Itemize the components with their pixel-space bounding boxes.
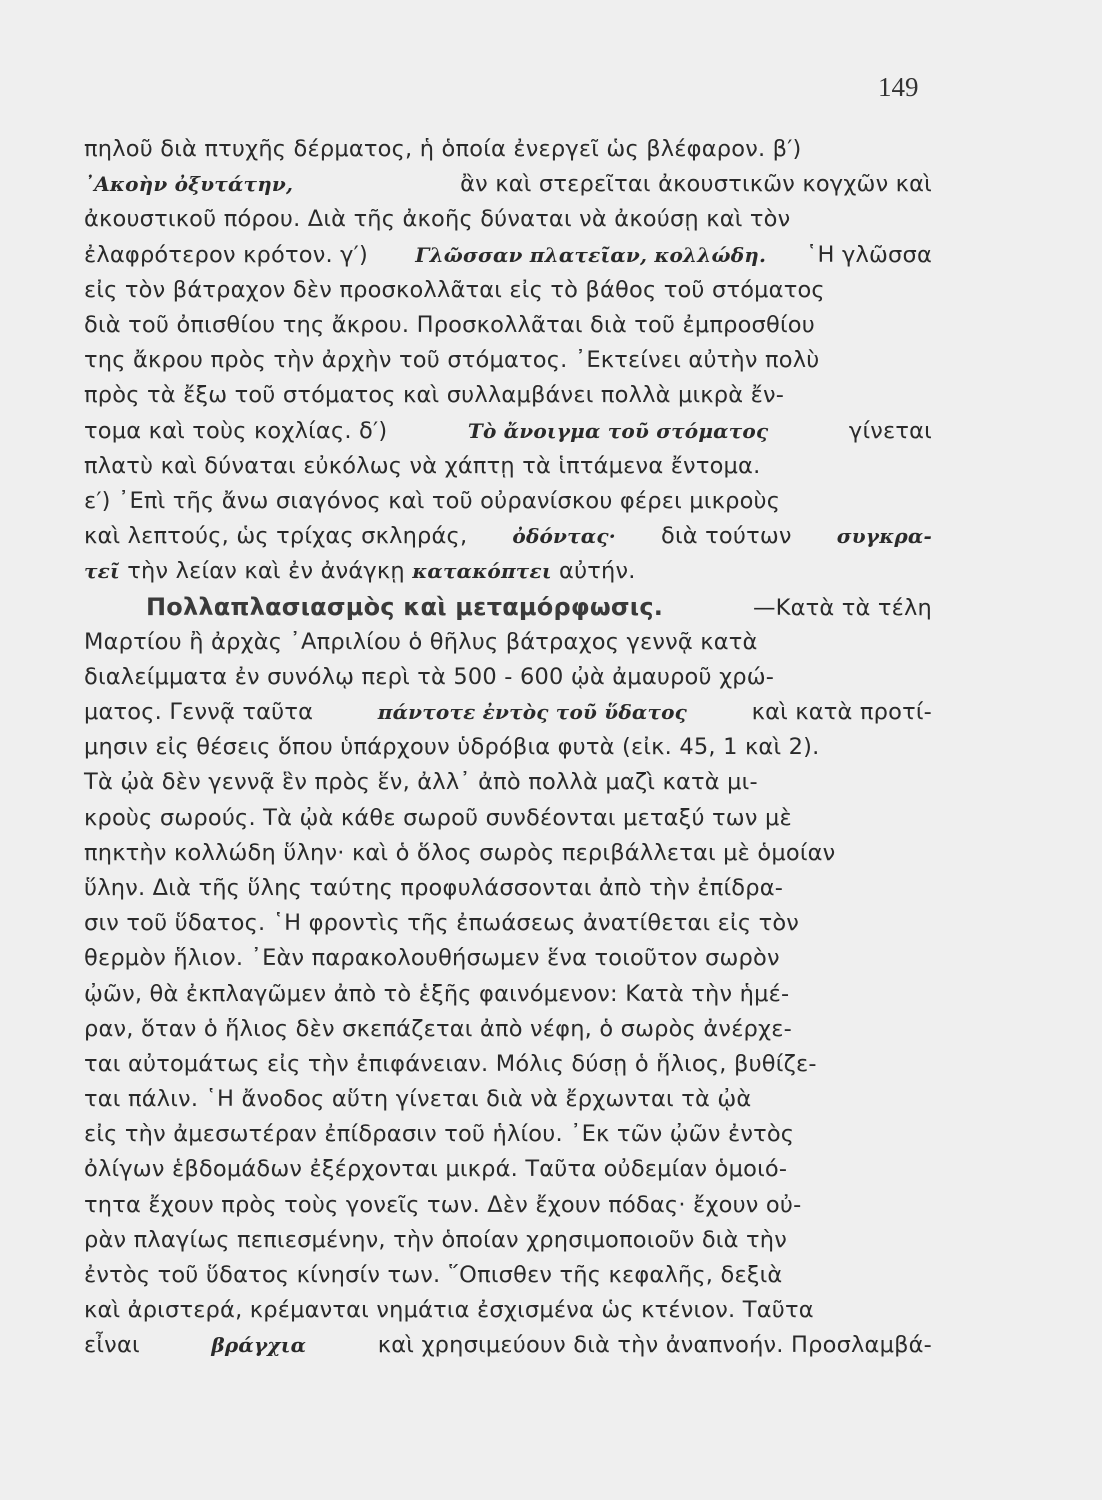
text-line: [84, 1192, 932, 1227]
text-segment: ὀλίγων ἑβδομάδων ἐξέρχονται μικρά. Ταῦτα οὐδεμίαν ὁμοιό-: [84, 1156, 788, 1183]
text-segment: τομα καὶ τοὺς κοχλίας. δ′): [84, 417, 395, 444]
text-line: [84, 1332, 932, 1367]
text-line: [84, 629, 932, 664]
text-segment: διὰ τούτων: [653, 523, 800, 550]
text-line: [84, 277, 932, 312]
text-segment: εἰς τὸν βάτραχον δὲν προσκολλᾶται εἰς τὸ βάθος τοῦ στόματος: [84, 276, 825, 303]
text-line: [84, 734, 932, 769]
text-segment: ἂν καὶ στερεῖται ἀκουστικῶν κογχῶν καὶ: [452, 171, 932, 198]
text-segment: ὕλην. Διὰ τῆς ὕλης ταύτης προφυλάσσονται ἀπὸ τὴν ἐπίδρα-: [84, 874, 784, 901]
text-segment: Μαρτίου ἢ ἀρχὰς ᾿Απριλίου ὁ θῆλυς βάτραχος γεννᾷ κατὰ: [84, 628, 758, 655]
text-segment: τὴν λείαν καὶ ἐν ἀνάγκῃ: [119, 558, 413, 585]
text-line: [84, 136, 932, 171]
page-number: 149: [878, 72, 919, 102]
text-segment: ἀκουστικοῦ πόρου. Διὰ τῆς ἀκοῆς δύναται νὰ ἀκούσῃ καὶ τὸν: [84, 206, 791, 233]
emphasis-term: Γλῶσσαν πλατεῖαν, κολλώδη.: [415, 242, 767, 267]
emphasis-term: ᾿Ακοὴν ὀξυτάτην,: [84, 172, 294, 197]
text-line: [84, 558, 932, 593]
text-line: [84, 382, 932, 417]
text-segment: εἰς τὴν ἀμεσωτέραν ἐπίδρασιν τοῦ ἡλίου. ᾿Εκ τῶν ᾠῶν ἐντὸς: [84, 1121, 795, 1148]
emphasis-term: ὀδόντας·: [512, 524, 616, 549]
text-segment: κροὺς σωρούς. Τὰ ᾠὰ κάθε σωροῦ συνδέονται μεταξύ των μὲ: [84, 804, 792, 831]
body-text: [84, 136, 932, 1368]
text-segment: σιν τοῦ ὕδατος. ῾Η φροντὶς τῆς ἐπωάσεως ἀνατίθεται εἰς τὸν: [84, 910, 800, 937]
text-segment: της ἄκρου πρὸς τὴν ἀρχὴν τοῦ στόματος. ᾿Εκτείνει αὐτὴν πολὺ: [84, 347, 820, 374]
text-line: [84, 945, 932, 980]
text-line: [84, 1156, 932, 1191]
text-segment: διὰ τοῦ ὀπισθίου της ἄκρου. Προσκολλᾶται διὰ τοῦ ἐμπροσθίου: [84, 311, 815, 338]
section-heading: Πολλαπλασιασμὸς καὶ μεταμόρφωσις.: [146, 593, 664, 622]
text-line: [84, 523, 932, 558]
text-line: [84, 805, 932, 840]
text-line: [84, 769, 932, 804]
text-line: [84, 910, 932, 945]
text-segment: ἐντὸς τοῦ ὕδατος κίνησίν των. ῞Οπισθεν τῆς κεφαλῆς, δεξιὰ: [84, 1262, 783, 1288]
text-segment: ραν, ὅταν ὁ ἥλιος δὲν σκεπάζεται ἀπὸ νέφη, ὁ σωρὸς ἀνέρχε-: [84, 1015, 792, 1042]
text-segment: γίνεται: [841, 417, 932, 444]
text-segment: ται αὐτομάτως εἰς τὴν ἐπιφάνειαν. Μόλις δύσῃ ὁ ἥλιος, βυθίζε-: [84, 1050, 817, 1077]
text-line: [84, 242, 932, 277]
text-line: [84, 1227, 932, 1262]
text-segment: Τὰ ᾠὰ δὲν γεννᾷ ἓν πρὸς ἕν, ἀλλ᾿ ἀπὸ πολλὰ μαζὶ κατὰ μι-: [84, 769, 758, 796]
text-segment: καὶ χρησιμεύουν διὰ τὴν ἀναπνοήν. Προσλαμβά-: [370, 1332, 932, 1359]
text-segment: πηλοῦ διὰ πτυχῆς δέρματος, ἡ ὁποία ἐνεργεῖ ὡς βλέφαρον. β′): [84, 136, 802, 162]
text-line: [84, 875, 932, 910]
text-segment: εἶναι: [84, 1332, 148, 1359]
emphasis-term: πάντοτε ἐντὸς τοῦ ὕδατος: [377, 700, 688, 724]
text-line: [84, 171, 932, 206]
text-segment: διαλείμματα ἐν συνόλῳ περὶ τὰ 500 - 600 ᾠὰ ἀμαυροῦ χρώ-: [84, 663, 775, 690]
text-segment: πλατὺ καὶ δύναται εὐκόλως νὰ χάπτῃ τὰ ἱπτάμενα ἔντομα.: [84, 452, 761, 479]
text-line: [84, 593, 932, 628]
text-line: [84, 981, 932, 1016]
text-line: [84, 1121, 932, 1156]
text-segment: ται πάλιν. ῾Η ἄνοδος αὕτη γίνεται διὰ νὰ ἔρχωνται τὰ ᾠὰ: [84, 1086, 752, 1113]
text-segment: καὶ ἀριστερά, κρέμανται νημάτια ἐσχισμένα ὡς κτένιον. Ταῦτα: [84, 1297, 814, 1324]
text-segment: καὶ λεπτούς, ὡς τρίχας σκληράς,: [84, 523, 475, 550]
text-segment: ἐλαφρότερον κρότον. γ′): [84, 241, 376, 268]
text-line: [84, 1262, 932, 1297]
text-line: [84, 488, 932, 523]
text-line: [84, 1086, 932, 1121]
text-segment: ε′) ᾿Επὶ τῆς ἄνω σιαγόνος καὶ τοῦ οὐρανίσκου φέρει μικροὺς: [84, 487, 781, 514]
text-line: [84, 453, 932, 488]
text-segment: τητα ἔχουν πρὸς τοὺς γονεῖς των. Δὲν ἔχουν πόδας· ἔχουν οὐ-: [84, 1191, 802, 1218]
emphasis-term: κατακόπτει: [412, 559, 552, 584]
text-segment: ρὰν πλαγίως πεπιεσμένην, τὴν ὁποίαν χρησιμοποιοῦν διὰ τὴν: [84, 1226, 787, 1253]
text-segment: πηκτὴν κολλώδη ὕλην· καὶ ὁ ὅλος σωρὸς περιβάλλεται μὲ ὁμοίαν: [84, 839, 836, 866]
text-line: [84, 1016, 932, 1051]
text-segment: ῾Η γλῶσσα: [806, 241, 932, 268]
text-line: [84, 312, 932, 347]
text-line: [84, 840, 932, 875]
text-line: [84, 699, 932, 734]
emphasis-term: Τὸ ἄνοιγμα τοῦ στόματος: [467, 418, 769, 443]
text-line: [84, 418, 932, 453]
text-line: [84, 347, 932, 382]
text-segment: ματος. Γεννᾷ ταῦτα: [84, 699, 321, 725]
text-segment: καὶ κατὰ προτί-: [744, 699, 932, 725]
text-segment: αὐτήν.: [551, 558, 636, 585]
emphasis-term: βράγχια: [211, 1333, 307, 1358]
text-segment: πρὸς τὰ ἔξω τοῦ στόματος καὶ συλλαμβάνει πολλὰ μικρὰ ἔν-: [84, 382, 785, 409]
text-line: [84, 1051, 932, 1086]
text-line: [84, 206, 932, 241]
text-segment: ᾠῶν, θὰ ἐκπλαγῶμεν ἀπὸ τὸ ἑξῆς φαινόμενον: Κατὰ τὴν ἡμέ-: [84, 980, 790, 1007]
text-line: [84, 1297, 932, 1332]
emphasis-term: τεῖ: [84, 559, 120, 584]
emphasis-term: συγκρα-: [836, 524, 932, 549]
text-segment: μησιν εἰς θέσεις ὅπου ὑπάρχουν ὑδρόβια φυτὰ (εἰκ. 45, 1 καὶ 2).: [84, 734, 820, 761]
text-segment: —Κατὰ τὰ τέλη: [752, 595, 932, 622]
text-segment: θερμὸν ἥλιον. ᾿Εὰν παρακολουθήσωμεν ἕνα τοιοῦτον σωρὸν: [84, 945, 780, 972]
text-line: [84, 664, 932, 699]
